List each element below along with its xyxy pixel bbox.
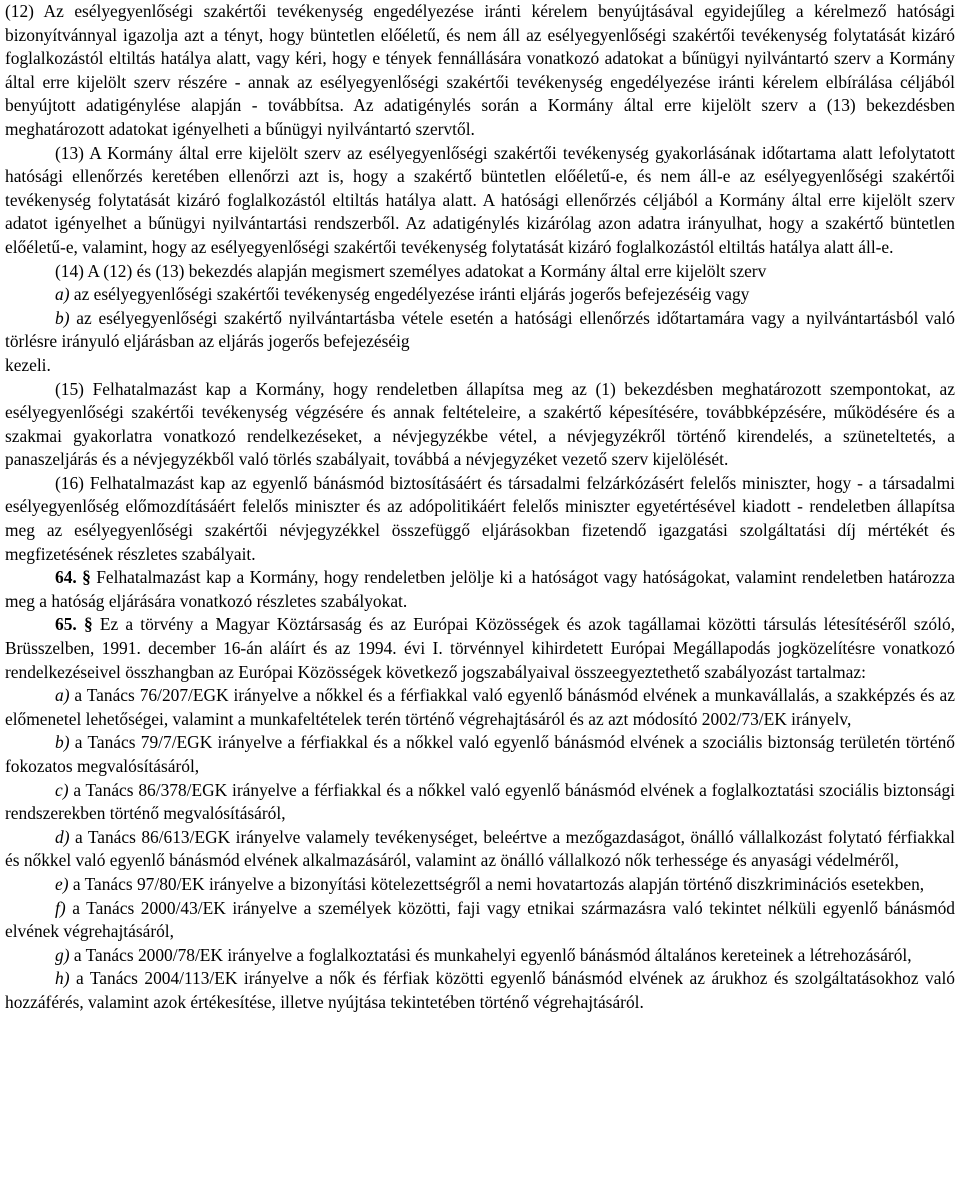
list-item-65c (5, 779, 955, 826)
section-sign: § (83, 614, 93, 635)
item-text: a Tanács 86/613/EGK irányelve valamely tevékenységet, beleértve a mezőgazdaságot, önálló vállalkozást folytató férfiakkal és nőkkel való egyenlő bánásmód elvének alkalmazásáról, valamint az önálló vállalkozó nők terhessége és anyasági védelméről, (5, 826, 955, 871)
item-text: a Tanács 2000/43/EK irányelve a személyek közötti, faji vagy etnikai származásra való tekintet nélküli egyenlő bánásmód elvének végrehajtásáról, (5, 897, 955, 942)
item-text: a Tanács 76/207/EGK irányelve a nőkkel és a férfiakkal való egyenlő bánásmód elvének a munkavállalás, a szakképzés és az előmenetel lehetőségei, valamint a munkafeltételek terén történő végrehajtásáról és az azt módosító 2002/73/EK irányelv, (5, 685, 955, 729)
section-sign: § (82, 567, 91, 588)
item-label: a) (55, 685, 70, 706)
section-text: Ez a törvény a Magyar Köztársaság és az Európai Közösségek és azok tagállamai közötti társulás létesítéséről szóló, Brüsszelben, 1991. december 16-án aláírt és az 1994. évi I. törvénnyel kihirdetett Európai Megállapodás jogközelítésre vonatkozó rendelkezéseivel összhangban az Európai Közösségek következő jogszabályaival összeegyeztethető szabályozást tartalmaz: (5, 614, 955, 682)
list-item-14a (5, 283, 955, 307)
section-text: Felhatalmazást kap a Kormány, hogy rendeletben jelölje ki a hatóságot vagy hatóságokat, valamint rendeletben határozza meg a hatóság eljárására vonatkozó részletes szabályokat. (5, 567, 955, 611)
list-item-65f (5, 897, 955, 944)
paragraph-15 (5, 378, 955, 472)
section-number: 65. (55, 614, 77, 635)
list-item-65a (5, 684, 955, 731)
item-label: d) (55, 826, 70, 847)
section-64 (5, 566, 955, 613)
paragraph-text: (14) A (12) és (13) bekezdés alapján megismert személyes adatokat a Kormány által erre kijelölt szerv (55, 260, 767, 281)
item-text: az esélyegyenlőségi szakértő nyilvántartásba vétele esetén a hatósági ellenőrzés időtartamára vagy a nyilvántartásból való törlésre irányuló eljárásban az eljárás jogerős befejezéséig (5, 307, 955, 352)
item-text: a Tanács 79/7/EGK irányelve a férfiakkal és a nőkkel való egyenlő bánásmód elvének a szociális biztonság területén történő fokozatos megvalósításáról, (5, 732, 955, 776)
item-label: h) (55, 968, 70, 989)
paragraph-14 (5, 260, 955, 284)
list-item-65e (5, 873, 955, 897)
list-item-65b (5, 731, 955, 778)
paragraph-16 (5, 472, 955, 566)
paragraph-text: (16) Felhatalmazást kap az egyenlő bánásmód biztosításáért és társadalmi felzárkózásért felelős miniszter, hogy - a társadalmi esélyegyenlőség előmozdításáért felelős miniszter és az adópolitikáért felelős miniszter egyetértésével kiadott - rendeletben állapítsa meg az esélyegyenlőségi szakértői névjegyzékkel összefüggő eljárásokban fizetendő igazgatási szolgáltatási díj mértékét és megfizetésének részletes szabályait. (5, 472, 955, 564)
paragraph-text: (15) Felhatalmazást kap a Kormány, hogy rendeletben állapítsa meg az (1) bekezdésben meghatározott szempontokat, az esélyegyenlőségi szakértői tevékenység végzésére és annak feltételeire, a szakértő képesítésére, továbbképzésére, működésére és a szakmai gyakorlatra vonatkozó rendelkezéseket, a névjegyzékbe vétel, a névjegyzékről történő kirendelés, a szüneteltetés, a panaszeljárás és a névjegyzékből való törlés szabályait, továbbá a névjegyzéket vezető szerv kijelölését. (5, 378, 955, 470)
paragraph-12 (5, 0, 955, 142)
list-item-65g (5, 944, 955, 968)
item-label: c) (55, 779, 69, 800)
item-label: b) (55, 732, 70, 753)
paragraph-text: (12) Az esélyegyenlőségi szakértői tevékenység engedélyezése iránti kérelem benyújtásával egyidejűleg a kérelmező hatósági bizonyítvánnyal igazolja azt a tényt, hogy büntetlen előéletű, és nem áll az esélyegyenlőségi szakértői tevékenység folytatását kizáró foglalkozástól eltiltás hatálya alatt, vagy kéri, hogy e tények fennállására vonatkozó adatokat a bűnügyi nyilvántartó szerv a Kormány által erre kijelölt szerv részére - annak az esélyegyenlőségi szakértői tevékenység engedélyezése iránti kérelem elbírálása céljából benyújtott adatigénylése alapján - továbbítsa. Az adatigénylés során a Kormány által erre kijelölt szerv a (13) bekezdésben meghatározott adatokat igényelheti a bűnügyi nyilvántartó szervtől. (5, 1, 955, 139)
item-text: a Tanács 97/80/EK irányelve a bizonyítási kötelezettségről a nemi hovatartozás alapján történő diszkriminációs esetekben, (68, 873, 925, 894)
item-text: a Tanács 2000/78/EK irányelve a foglalkoztatási és munkahelyi egyenlő bánásmód általános kereteinek a létrehozásáról, (69, 944, 912, 965)
list-item-14b (5, 307, 955, 354)
list-item-65h (5, 967, 955, 1014)
item-text: az esélyegyenlőségi szakértői tevékenység engedélyezése iránti eljárás jogerős befejezéséig vagy (69, 284, 750, 305)
paragraph-text: (13) A Kormány által erre kijelölt szerv az esélyegyenlőségi szakértői tevékenység gyakorlásának időtartama alatt lefolytatott hatósági ellenőrzés keretében ellenőrzi azt is, hogy a szakértő büntetlen előéletű-e, és nem áll-e az esélyegyenlőségi szakértői tevékenység folytatását kizáró foglalkozástól eltiltás hatálya alatt. A hatósági ellenőrzés céljából a Kormány által erre kijelölt szerv adatot igényelhet a bűnügyi nyilvántartási rendszerből. Az adatigénylés kizárólag azon adatra irányulhat, hogy a szakértő büntetlen előéletű-e, valamint, hogy az esélyegyenlőségi szakértői tevékenység folytatását kizáró foglalkozástól eltiltás hatálya alatt áll-e. (5, 142, 955, 257)
item-text: a Tanács 86/378/EGK irányelve a férfiakkal és a nőkkel való egyenlő bánásmód elvének a foglalkoztatási szociális biztonsági rendszerekben történő megvalósításáról, (5, 779, 955, 824)
list-item-65d (5, 826, 955, 873)
item-label: e) (55, 873, 69, 894)
paragraph-13 (5, 142, 955, 260)
item-label: g) (55, 944, 70, 965)
item-label: a) (55, 284, 70, 305)
section-number: 64. (55, 567, 77, 588)
paragraph-14-closing (5, 354, 955, 378)
item-label: b) (55, 307, 70, 328)
item-text: a Tanács 2004/113/EK irányelve a nők és férfiak közötti egyenlő bánásmód elvének az árukhoz és szolgáltatásokhoz való hozzáférés, valamint azok értékesítése, illetve nyújtása tekintetében történő végrehajtásáról. (5, 968, 955, 1012)
section-65 (5, 613, 955, 684)
paragraph-text: kezeli. (5, 354, 51, 375)
item-label: f) (55, 897, 66, 918)
